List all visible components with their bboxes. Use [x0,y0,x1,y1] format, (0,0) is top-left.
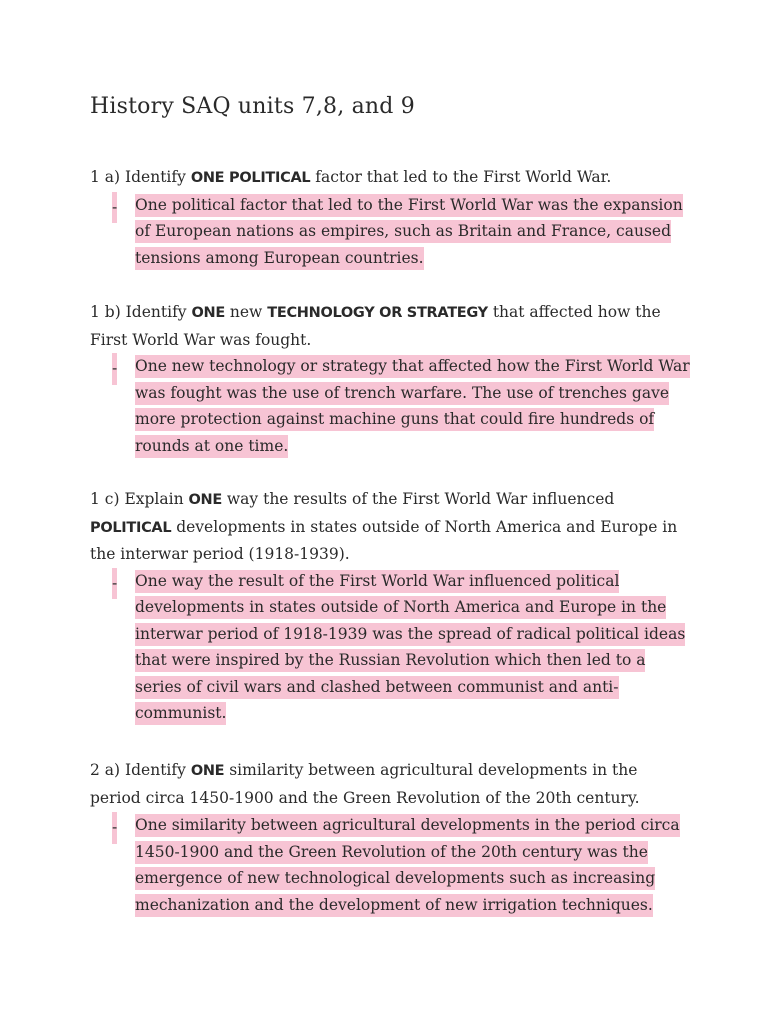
answer-text: One political factor that led to the First World War was the expansion of European nations as empires, such as Britain and France, caused tensions among European countries. [135,194,683,270]
question-number: 1 b) Identify [90,303,192,321]
question-keyword: ONE POLITICAL [190,170,311,186]
question-2a [90,757,690,918]
question-text: factor that led to the First World War. [310,168,612,186]
question-text: developments in states outside of North America and Europe in the interwar period (1918-1939). [90,517,678,563]
answer-text: One similarity between agricultural developments in the period circa 1450-1900 and the Green Revolution of the 20th century was the emergence of new technological developments such as increasing mechanization and the development of new irrigation techniques. [135,814,680,917]
question-prompt [90,299,690,353]
question-1a [90,164,690,271]
answer-item [90,568,690,727]
question-1c [90,486,690,727]
question-keyword: ONE [188,492,222,508]
question-prompt [90,164,690,192]
question-1b [90,299,690,459]
document-title: History SAQ units 7,8, and 9 [90,94,415,119]
question-number: 2 a) Identify [90,761,191,779]
answer-item [90,192,690,272]
answer-item [90,812,690,918]
answer-bullet: - [112,812,117,844]
answer-bullet: - [112,568,117,600]
answer-item [90,353,690,459]
question-keyword: ONE [190,763,225,779]
answer-bullet: - [112,192,117,224]
question-prompt [90,486,690,568]
question-number: 1 c) Explain [90,490,189,508]
answer-text: One new technology or strategy that affected how the First World War was fought was the use of trench warfare. The use of trenches gave more protection against machine guns that could fire hundreds of rounds at one time. [135,355,690,458]
question-text: way the results of the First World War influenced [221,490,615,508]
answer-bullet: - [112,353,117,385]
answer-text: One way the result of the First World War influenced political developments in states outside of North America and Europe in the interwar period of 1918-1939 was the spread of radical political ideas that were inspired by the Russian Revolution which then led to a series of civil wars and clashed between communist and anti-communist. [135,570,685,726]
question-number: 1 a) Identify [90,168,191,186]
question-keyword: ONE [191,305,225,321]
question-text: that affected how the First World War was fought. [90,303,661,349]
question-keyword: POLITICAL [90,519,172,536]
question-text: similarity between agricultural developments in the period circa 1450-1900 and the Green Revolution of the 20th century. [90,761,640,807]
question-keyword: TECHNOLOGY OR STRATEGY [267,305,488,321]
question-text: new [224,303,268,321]
question-prompt [90,757,690,812]
